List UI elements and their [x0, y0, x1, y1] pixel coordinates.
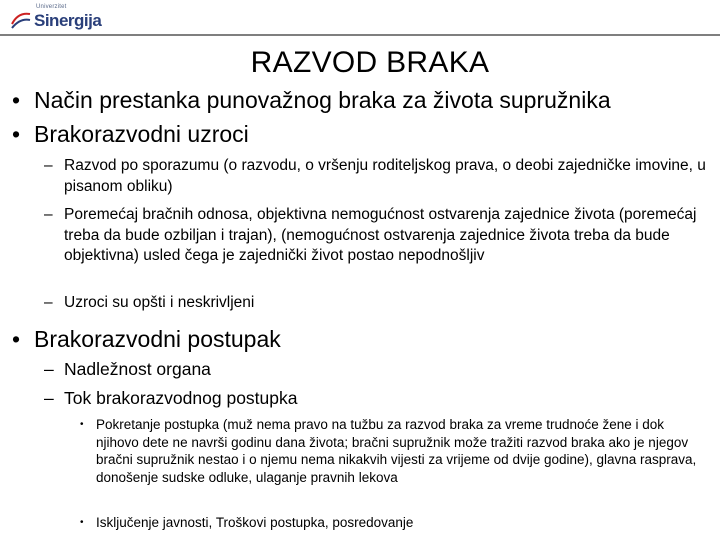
sub-sub-bullet-item	[80, 514, 710, 532]
sub-bullet-text: Tok brakorazvodnog postupka	[64, 388, 298, 408]
bullet-text: Način prestanka punovažnog braka za života supružnika	[34, 87, 611, 113]
dash-icon: –	[44, 206, 53, 223]
sub-bullet-text: Nadležnost organa	[64, 359, 211, 379]
sub-bullet-item	[44, 205, 716, 267]
header-divider	[0, 34, 720, 36]
sub-sub-bullet-item	[80, 416, 710, 486]
bullet-icon: •	[12, 121, 21, 147]
bullet-item	[12, 325, 712, 353]
dash-icon: –	[44, 359, 54, 379]
logo-name: Sinergija	[34, 11, 102, 30]
logo-subtitle: Univerzitet	[36, 4, 67, 10]
sub-bullet-item	[44, 293, 716, 314]
sub-sub-bullet-text: Isključenje javnosti, Troškovi postupka, posredovanje	[96, 515, 414, 530]
bullet-text: Brakorazvodni postupak	[34, 326, 281, 352]
bullet-item	[12, 86, 712, 114]
bullet-icon: •	[80, 419, 84, 430]
bullet-item	[12, 120, 712, 148]
sinergija-logo-icon	[10, 10, 32, 30]
bullet-icon: •	[12, 326, 21, 352]
dash-icon: –	[44, 157, 53, 174]
dash-icon: –	[44, 388, 54, 408]
bullet-icon: •	[80, 517, 84, 528]
slide-title: RAZVOD BRAKA	[250, 46, 490, 79]
sub-bullet-text: Razvod po sporazumu (o razvodu, o vršenju roditeljskog prava, o deobi zajedničke imovine, u pisanom obliku)	[64, 157, 706, 195]
sub-bullet-item	[44, 156, 716, 197]
sub-sub-bullet-text: Pokretanje postupka (muž nema pravo na tužbu za razvod braka za vreme trudnoće žene i dok njihovo dete ne navrši godinu dana života; bračni supružnik može tražiti razvod braka ako je njegov bračni supružnik nestao i o njemu nema nikakvih vijesti za vrijeme od dvije godine), glavna rasprava, donošenje sudske odluke, ulaganje pravnih lekova	[96, 417, 697, 485]
university-logo	[6, 4, 102, 30]
sub-bullet-item	[44, 357, 716, 381]
sub-bullet-text: Uzroci su opšti i neskrivljeni	[64, 294, 255, 311]
sub-bullet-item	[44, 386, 716, 410]
dash-icon: –	[44, 294, 53, 311]
sub-bullet-text: Poremećaj bračnih odnosa, objektivna nemogućnost ostvarenja zajednice života (poremećaj treba da bude ozbiljan i trajan), (nemogućnost ostvarenja zajednice života treba da bude objektivna) usled čega je zajednički život postao nepodnošljiv	[64, 206, 697, 264]
bullet-text: Brakorazvodni uzroci	[34, 121, 249, 147]
bullet-icon: •	[12, 87, 21, 113]
